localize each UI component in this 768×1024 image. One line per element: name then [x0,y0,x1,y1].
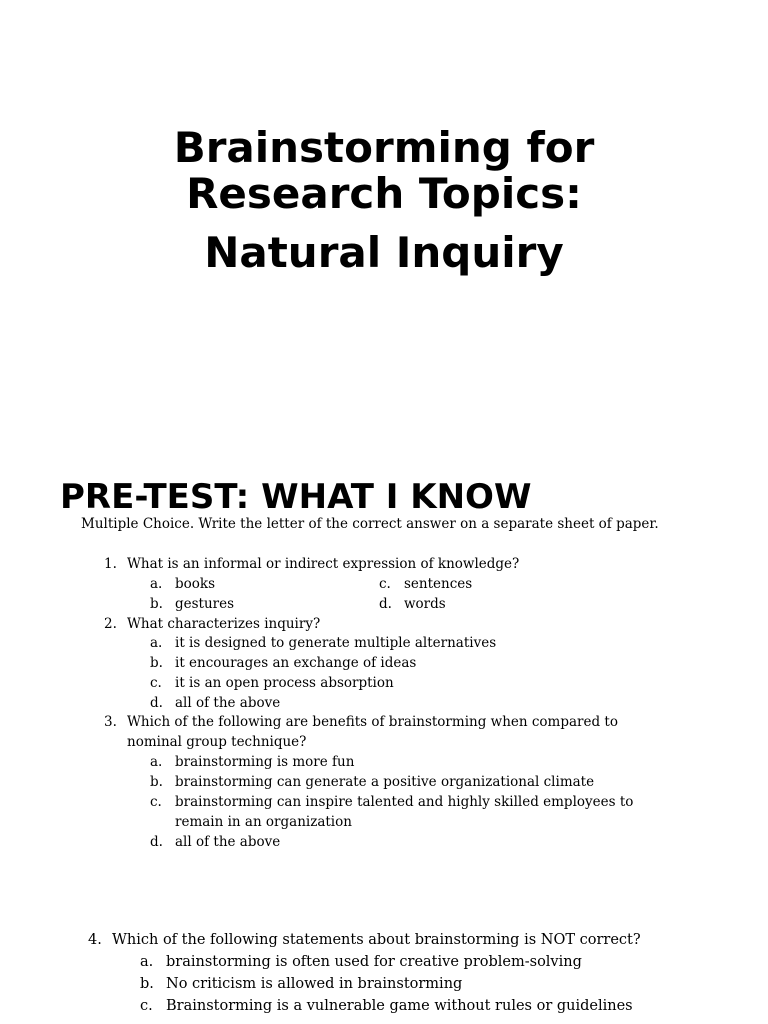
instructions: Multiple Choice. Write the letter of the correct answer on a separate sheet of paper. [81,516,659,532]
option-text-continued: remain in an organization [175,814,352,830]
option-letter: c. [379,576,391,592]
option-text: all of the above [175,695,281,711]
option-text: brainstorming can inspire talented and highly skilled employees to [175,794,634,810]
question-stem: Which of the following are benefits of brainstorming when compared to [127,714,618,730]
question-number: 3. [104,714,117,730]
option-text: it is designed to generate multiple alternatives [175,635,497,651]
option-letter: a. [150,576,163,592]
option-text: it encourages an exchange of ideas [175,655,417,671]
title-line-1: Brainstorming for [173,123,595,172]
option-letter: b. [150,655,163,671]
question-stem: Which of the following statements about brainstorming is NOT correct? [112,932,641,948]
option-letter: d. [150,695,163,711]
option-letter: b. [150,774,163,790]
option-letter: d. [150,834,163,850]
title-line-2: Research Topics: [186,169,582,218]
question-stem: What is an informal or indirect expression of knowledge? [127,556,520,572]
option-text: all of the above [175,834,281,850]
option-letter: c. [140,998,153,1014]
option-text: Brainstorming is a vulnerable game without rules or guidelines [166,998,633,1014]
option-text: brainstorming is often used for creative problem-solving [166,954,582,970]
option-text: sentences [404,576,473,592]
option-text: No criticism is allowed in brainstorming [166,976,463,992]
option-text: books [175,576,216,592]
question-number: 4. [88,932,102,948]
option-letter: a. [150,754,163,770]
option-text: brainstorming is more fun [175,754,355,770]
option-letter: b. [150,596,163,612]
option-text: it is an open process absorption [175,675,394,691]
question-number: 1. [104,556,117,572]
option-letter: b. [140,976,154,992]
question-number: 2. [104,616,117,632]
option-letter: c. [150,675,162,691]
option-text: gestures [175,596,235,612]
option-letter: c. [150,794,162,810]
section-title: PRE-TEST: WHAT I KNOW [60,477,532,517]
option-letter: a. [150,635,163,651]
option-letter: a. [140,954,154,970]
title-line-3: Natural Inquiry [204,228,564,277]
option-text: words [404,596,446,612]
question-stem: What characterizes inquiry? [127,616,321,632]
option-text: brainstorming can generate a positive organizational climate [175,774,595,790]
option-letter: d. [379,596,392,612]
question-stem-continued: nominal group technique? [127,734,307,750]
